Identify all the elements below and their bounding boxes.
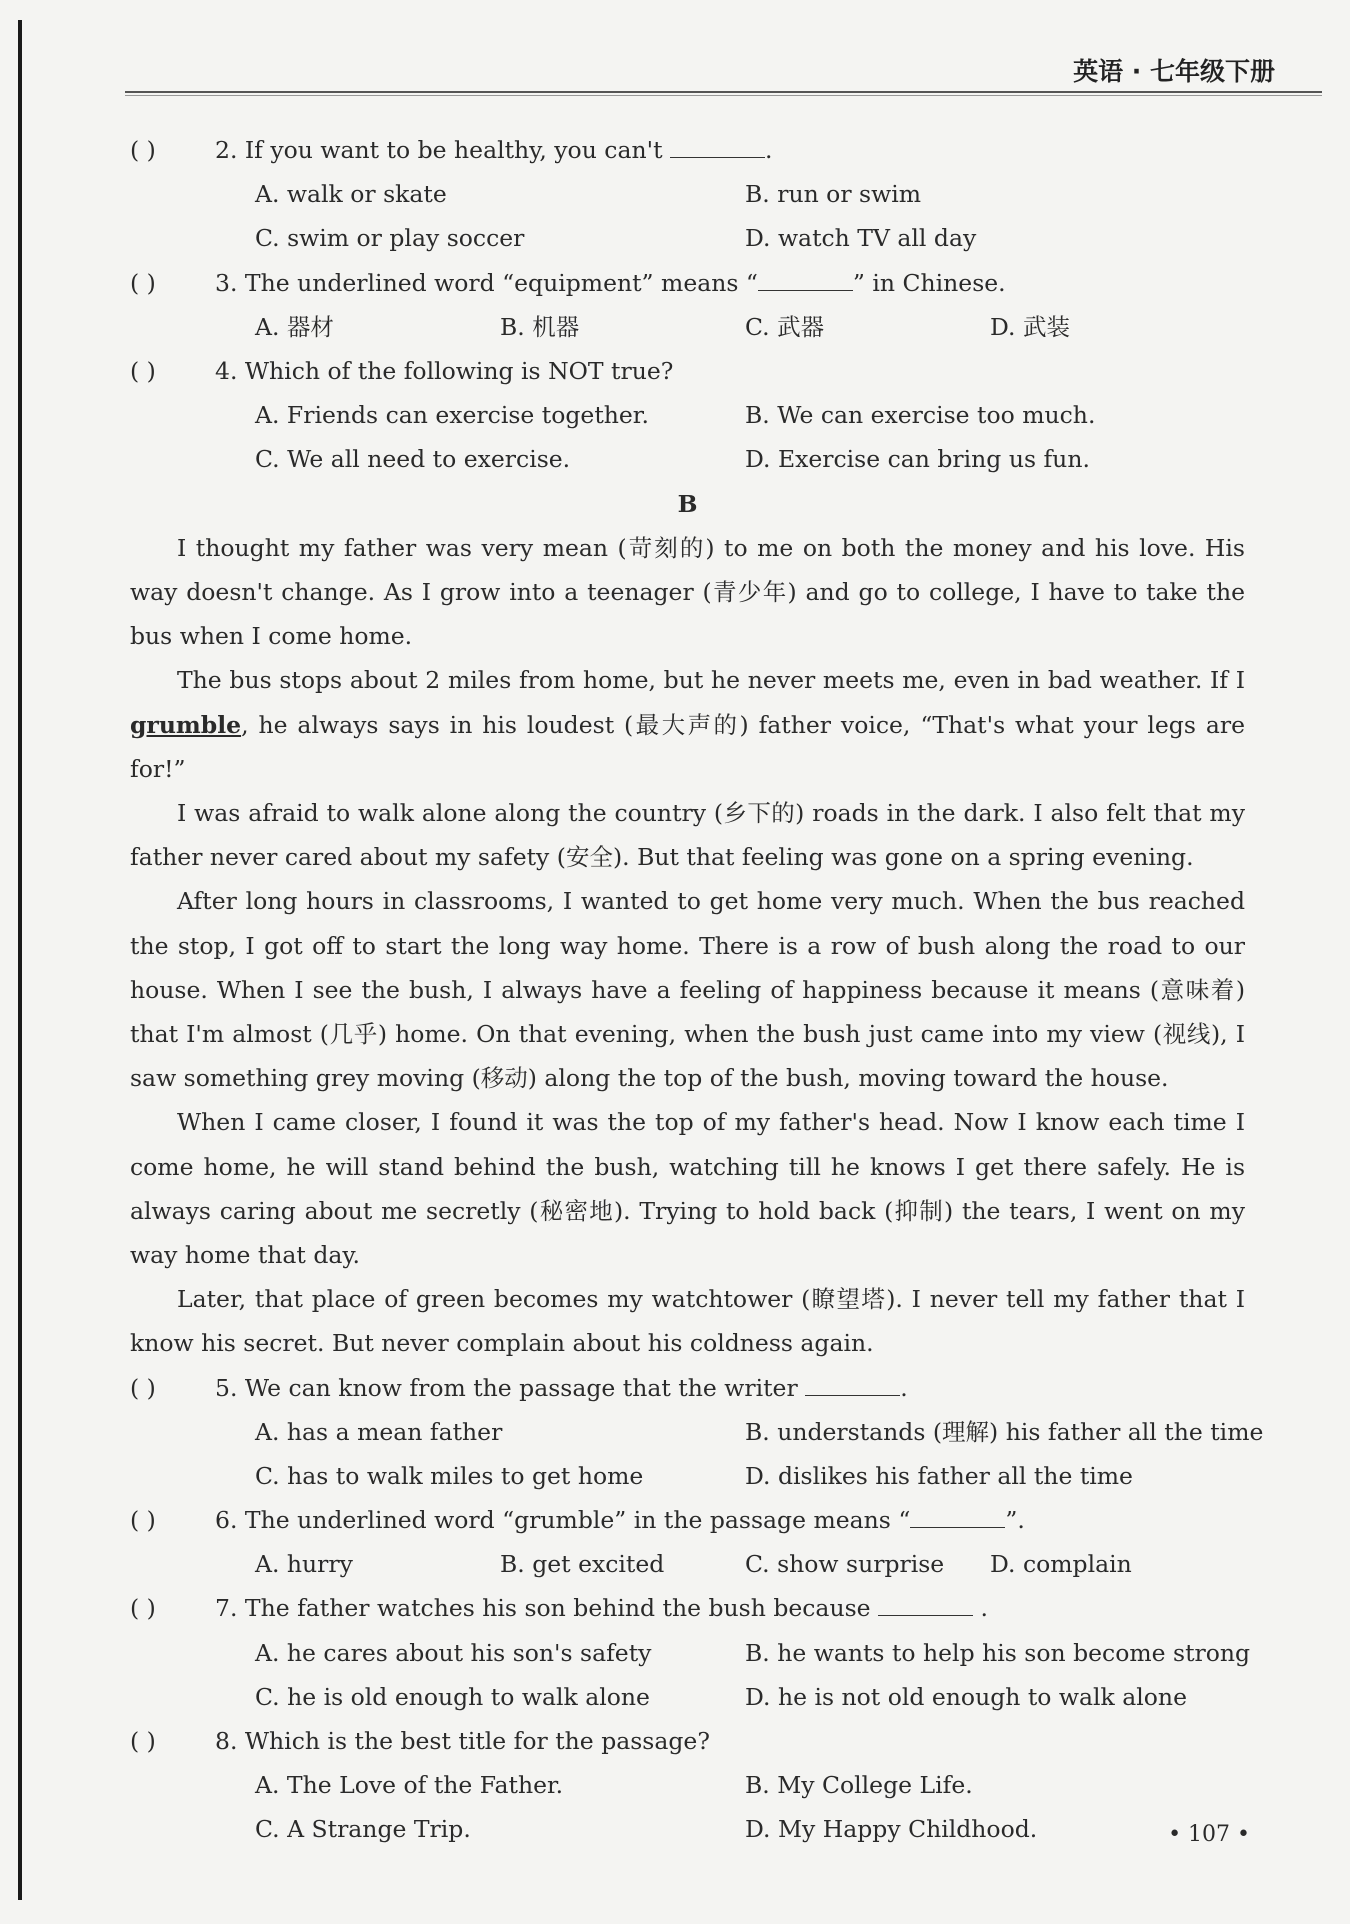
question-stem: 8. Which is the best title for the passage?	[215, 1727, 710, 1756]
passage-paragraph: When I came closer, I found it was the top of my father's head. Now I know each time I come home, he will stand behind the bush, watching till he knows I get there safely. He is always caring about me secretly (秘密地). Trying to hold back (抑制) the tears, I went on my way home that day.	[130, 1108, 1245, 1269]
question-stem: 5. We can know from the passage that the writer	[215, 1373, 798, 1402]
question-end: ” in Chinese.	[852, 268, 1006, 297]
option-d: D. he is not old enough to walk alone	[745, 1682, 1187, 1711]
options-row	[130, 1454, 1245, 1498]
option-c: C. 武器	[745, 312, 825, 341]
answer-blank[interactable]	[758, 268, 853, 291]
options-row	[130, 1631, 1251, 1675]
option-b: B. My College Life.	[745, 1771, 973, 1800]
page-header: 英语 · 七年级下册	[1073, 57, 1275, 86]
option-a: A. 器材	[255, 312, 334, 341]
binding-edge	[18, 20, 22, 1900]
options-row	[130, 1542, 1245, 1586]
paragraph-text: , he always says in his loudest (最大声的) father voice, “That's what your legs are for!”	[130, 710, 1245, 783]
question-4	[130, 349, 1245, 393]
section-title: B	[677, 489, 698, 518]
option-c: C. has to walk miles to get home	[255, 1461, 644, 1490]
option-c: C. A Strange Trip.	[255, 1815, 471, 1844]
question-stem: 4. Which of the following is NOT true?	[215, 356, 674, 385]
answer-bracket[interactable]: ( )	[130, 356, 156, 385]
option-c: C. he is old enough to walk alone	[255, 1682, 650, 1711]
answer-blank[interactable]	[910, 1505, 1005, 1528]
question-8	[130, 1719, 1245, 1763]
option-c: C. show surprise	[745, 1550, 945, 1579]
question-end: .	[765, 136, 773, 164]
page-content	[130, 128, 1264, 1852]
options-row	[130, 172, 1245, 216]
question-stem: 6. The underlined word “grumble” in the passage means “	[215, 1506, 911, 1535]
paragraph-text: The bus stops about 2 miles from home, but he never meets me, even in bad weather. If I	[177, 666, 1245, 695]
option-b: B. 机器	[500, 312, 580, 341]
option-a: A. has a mean father	[255, 1417, 503, 1446]
question-end: .	[900, 1373, 908, 1402]
option-d: D. 武装	[990, 312, 1070, 341]
option-d: D. complain	[990, 1550, 1132, 1579]
passage-paragraph: I was afraid to walk alone along the country (乡下的) roads in the dark. I also felt that my father never cared about my safety (安全). But that feeling was gone on a spring evening.	[130, 798, 1245, 872]
question-stem: 2. If you want to be healthy, you can't	[215, 136, 663, 164]
answer-bracket[interactable]: ( )	[130, 268, 156, 297]
answer-blank[interactable]	[805, 1373, 900, 1396]
option-b: B. get excited	[500, 1550, 665, 1579]
option-c: C. We all need to exercise.	[255, 445, 571, 474]
question-2	[130, 128, 1245, 172]
options-row	[130, 216, 1245, 260]
option-a: A. Friends can exercise together.	[255, 401, 649, 430]
options-row	[130, 305, 1245, 349]
question-6	[130, 1498, 1245, 1542]
page-number: • 107 •	[1168, 1822, 1250, 1847]
options-row	[130, 1763, 1245, 1807]
option-a: A. hurry	[255, 1550, 353, 1579]
question-5	[130, 1366, 1245, 1410]
option-a: A. walk or skate	[255, 180, 447, 209]
question-end: .	[980, 1594, 988, 1623]
answer-bracket[interactable]: ( )	[130, 1373, 156, 1402]
passage-paragraph	[130, 658, 1245, 791]
options-row	[130, 1675, 1245, 1719]
question-3	[130, 261, 1245, 305]
passage-paragraph: I thought my father was very mean (苛刻的) to me on both the money and his love. His way doesn't change. As I grow into a teenager (青少年) and go to college, I have to take the bus when I come home.	[130, 533, 1245, 651]
options-row	[130, 1807, 1245, 1851]
header-rule	[125, 91, 1322, 93]
option-c: C. swim or play soccer	[255, 224, 525, 253]
passage-paragraph: Later, that place of green becomes my watchtower (瞭望塔). I never tell my father that I know his secret. But never complain about his coldness again.	[130, 1285, 1245, 1358]
option-b: B. he wants to help his son become strong	[745, 1638, 1251, 1667]
header-rule-thin	[125, 95, 1322, 96]
answer-bracket[interactable]: ( )	[130, 1594, 156, 1623]
question-stem: 3. The underlined word “equipment” means “	[215, 268, 758, 297]
passage	[130, 526, 1245, 1366]
question-7	[130, 1586, 1245, 1630]
answer-blank[interactable]	[878, 1593, 973, 1616]
underlined-word: grumble	[130, 710, 242, 739]
answer-blank[interactable]	[670, 135, 765, 158]
option-b: B. We can exercise too much.	[745, 401, 1096, 430]
options-row	[130, 437, 1245, 481]
answer-bracket[interactable]: ( )	[130, 136, 156, 164]
question-end: ”.	[1005, 1506, 1025, 1535]
option-d: D. dislikes his father all the time	[745, 1461, 1133, 1490]
option-b: B. run or swim	[745, 180, 922, 209]
option-a: A. he cares about his son's safety	[255, 1638, 652, 1667]
options-row	[130, 1410, 1264, 1454]
options-row	[130, 393, 1245, 437]
option-d: D. My Happy Childhood.	[745, 1815, 1038, 1844]
option-d: D. Exercise can bring us fun.	[745, 445, 1090, 474]
option-a: A. The Love of the Father.	[255, 1771, 564, 1800]
answer-bracket[interactable]: ( )	[130, 1506, 156, 1535]
option-d: D. watch TV all day	[745, 224, 977, 253]
option-b: B. understands (理解) his father all the time	[745, 1417, 1264, 1446]
question-stem: 7. The father watches his son behind the bush because	[215, 1594, 871, 1623]
answer-bracket[interactable]: ( )	[130, 1727, 156, 1756]
passage-paragraph: After long hours in classrooms, I wanted to get home very much. When the bus reached the stop, I got off to start the long way home. There is a row of bush along the road to our house. When I see the bush, I always have a feeling of happiness because it means (意味着) that I'm almost (几乎) home. On that evening, when the bush just came into my view (视线), I saw something grey moving (移动) along the top of the bush, moving toward the house.	[130, 887, 1245, 1093]
